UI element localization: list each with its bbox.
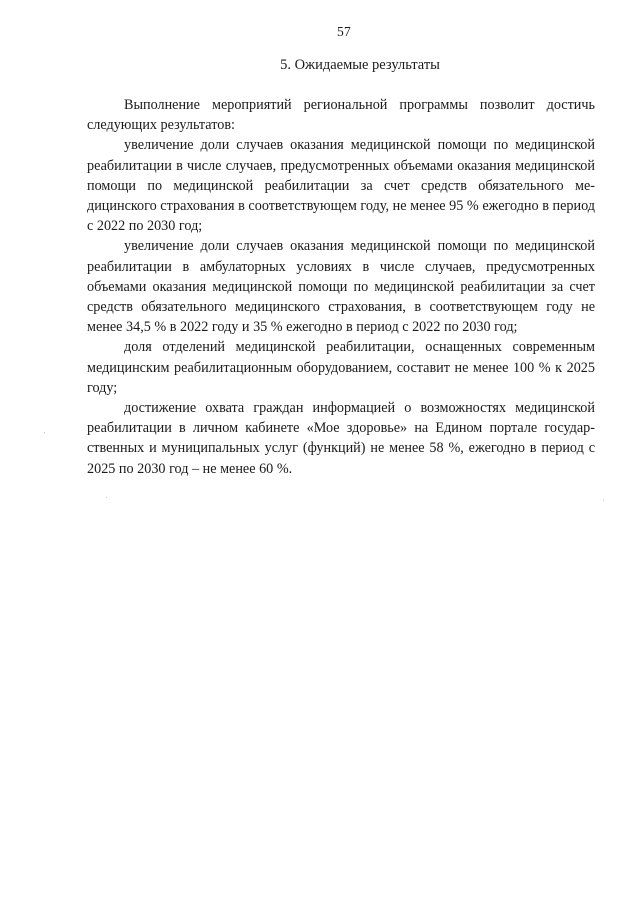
section-title: 5. Ожидаемые результаты	[280, 57, 440, 73]
result-paragraph-2: увеличение доли случаев оказания медицинской помощи по медицинской реабилитации в амбулаторных условиях в числе случаев, предусмотренных объемами оказания медицинской помощи по медицинской реабилитации за счет средств обязательного медицинского страхования, в соответствующем году не менее 34,5 % в 2022 году и 35 % ежегодно в период с 2022 по 2030 год;	[87, 238, 595, 336]
scan-speck	[44, 432, 45, 433]
result-paragraph-3: доля отделений медицинской реабилитации, оснащенных современным медицинским реабилитационным оборудованием, составит не менее 100 % к 2025 году;	[87, 339, 595, 396]
intro-paragraph: Выполнение мероприятий региональной программы позволит достичь следующих результатов:	[87, 97, 595, 134]
result-paragraph-1: увеличение доли случаев оказания медицинской помощи по медицинской реабилитации в числе случаев, предусмотренных объемами оказания медицинской помощи по медицинской реабилитации за счет средств обязательного медицинского страхования в соответствующем году, не менее 95 % ежегодно в период с 2022 по 2030 год;	[87, 137, 595, 235]
page-number: 57	[337, 24, 351, 39]
scan-speck	[603, 500, 604, 501]
scan-speck	[106, 497, 107, 498]
body-text	[87, 95, 595, 479]
result-paragraph-4: достижение охвата граждан информацией о возможностях медицинской реабилитации в личном кабинете «Мое здоровье» на Едином портале государственных и муниципальных услуг (функций) не менее 58 %, ежегодно в период с 2025 по 2030 год – не менее 60 %.	[87, 400, 595, 477]
